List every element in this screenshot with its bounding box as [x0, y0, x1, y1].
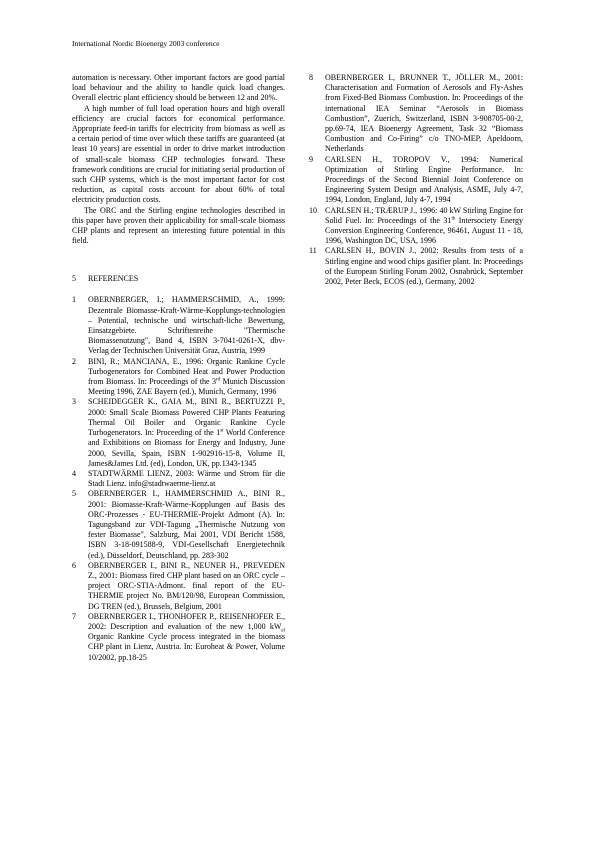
reference-number: 10 — [309, 205, 317, 215]
reference-number: 7 — [72, 611, 76, 621]
reference-number: 1 — [72, 295, 76, 305]
reference-text: SCHEIDEGGER K., GAIA M., BINI R., BERTUZZI P., 2000: Small Scale Biomass Powered CHP Plants Featuring Thermal Oil Boiler and Organic Rankine Cycle Turbogenerators. In: Proceeding of the 1 — [88, 397, 285, 438]
reference-item — [72, 397, 285, 468]
reference-text: OBERNBERGER I., HAMMERSCHMID A., BINI R., 2001: Biomasse-Kraft-Wärme-Kopplungen auf Basis des ORC-Prozesses - EU-THERMIE-Projekt Admont (A). In: Tagungsband zur VDI-Tagung „Thermische Nutzung von fester Biomasse", Salzburg, Mai 2001, VDI Bericht 1588, ISBN 3-18-091588-9, VDI-Gesellschaft Energietechnik (ed.), Düsseldorf, Deutschland, pp. 283-302 — [88, 489, 285, 560]
reference-list — [72, 295, 285, 662]
reference-text: BINI, R.; MANCIANA, E., 1996: Organic Rankine Cycle Turbogenerators for Combined Heat and Power Production from Biomass. In: Proceedings of the 3 — [88, 356, 285, 387]
reference-number: 4 — [72, 468, 76, 478]
left-column — [72, 73, 285, 663]
reference-text-continued: Intersociety Energy Conversion Engineering Conference, 96461, August 11 - 18, 1996, Washington DC, USA, 1996 — [325, 215, 524, 246]
superscript: rd — [216, 377, 221, 383]
reference-number: 2 — [72, 356, 76, 366]
references-heading — [72, 274, 285, 284]
reference-item — [72, 489, 285, 560]
reference-number: 5 — [72, 489, 76, 499]
reference-item — [309, 155, 523, 206]
reference-text: CARLSEN H., BOVIN J., 2002: Results from tests of a Stirling engine and wood chips gasifier plant. In: Proceedings of the European Stirling Forum 2002, Osnabrück, September 2002, Peter Beck, ECOS (ed.), Germany, 2002 — [325, 246, 523, 287]
section-number: 5 — [72, 274, 76, 284]
reference-text: OBERNBERGER I., THONHOFER P., REISENHOFER E., 2002: Description and evaluation of the new 1,000 kW — [88, 611, 285, 631]
reference-list — [309, 73, 523, 287]
reference-item — [72, 561, 285, 612]
reference-text: OBERNBERGER I., BRUNNER T., JÖLLER M., 2001: Characterisation and Formation of Aerosols and Fly-Ashes from Fixed-Bed Biomass Combustion. In: Proceedings of the international IEA Seminar “Aerosols in Biomass Combustion”, Zuerich, Switzerland, ISBN 3-908705-00-2, pp.69-74, IEA Bioenergy Agreement, Task 32 “Biomass Combustion and Co-Firing” c/o TNO-MEP, Apeldoorn, Netherlands — [325, 73, 523, 154]
reference-number: 8 — [309, 73, 313, 82]
body-paragraph: The ORC and the Stirling engine technologies described in this paper have proven their applicability for small-scale biomass CHP plants and represent an interesting future potential in this field. — [72, 205, 285, 246]
reference-item — [72, 612, 285, 663]
running-header: International Nordic Bioenergy 2003 conference — [72, 39, 220, 48]
reference-number: 6 — [72, 560, 76, 570]
reference-text-continued: Munich Discussion Meeting 1996, ZAE Bayern (ed.), Munich, Germany, 1996 — [88, 377, 285, 397]
superscript: th — [451, 216, 456, 222]
superscript: st — [220, 428, 224, 434]
reference-item — [309, 206, 523, 247]
reference-number: 9 — [309, 154, 313, 164]
reference-text: OBERNBERGER, I.; HAMMERSCHMID, A., 1999: Dezentrale Biomasse-Kraft-Wärme-Kopplungs-technologien – Potential, technische und wirtschaft-liche Bewertung, Einsatzgebiete. Schriftenreihe "Thermische Biomassenutzung", Band 4, ISBN 3-7041-0261-X, dbv-Verlag der Technischen Universität Graz, Austria, 1999 — [88, 295, 285, 356]
reference-item — [309, 246, 523, 287]
reference-number: 11 — [309, 246, 317, 256]
reference-text-continued: Organic Rankine Cycle process integrated in the biomass CHP plant in Lienz, Austria. In: Euroheat & Power, Volume 10/2002, pp.18-25 — [88, 632, 285, 662]
reference-text-continued: World Conference and Exhibitions on Biomass for Energy and Industry, June 2000, Sevilla, Spain, ISBN 1-902916-15-8, Volume II, James&James Ltd. (ed), London, UK, pp.1343-1345 — [88, 428, 285, 468]
right-column — [309, 73, 523, 287]
reference-text: CARLSEN H.; TRÆRUP J., 1996: 40 kW Stirling Engine for Solid Fuel. In: Proceedings of the 31 — [325, 205, 523, 225]
body-paragraph: automation is necessary. Other important factors are good partial load behaviour and the ability to handle quick load changes. Overall electric plant efficiency should be between 12 and 20%. — [72, 73, 285, 103]
reference-text: OBERNBERGER I., BINI R., NEUNER H., PREVEDEN Z., 2001: Biomass fired CHP plant based on an ORC cycle – project ORC-STIA-Admont. final report of the EU-THERMIE project No. BM/120/98, European Commission, DG TREN (ed.), Brussels, Belgium, 2001 — [88, 560, 285, 611]
body-paragraph: A high number of full load operation hours and high overall efficiency are crucial factors for economical performance. Appropriate feed-in tariffs for electricity from biomass as well as a certain period of time over which these tariffs are guaranteed (at least 10 years) are essential in order to drive market introduction of small-scale biomass CHP technologies forward. These framework conditions are crucial for initiating serial production of such CHP systems, which is the most important factor for cost reduction, as capital costs account for about 60% of total electricity production costs. — [72, 103, 285, 205]
subscript: el — [281, 628, 285, 634]
reference-item — [72, 469, 285, 489]
reference-item — [72, 357, 285, 398]
reference-item — [72, 295, 285, 356]
reference-text: STADTWÄRME LIENZ, 2003: Wärme und Strom für die Stadt Lienz. info@stadtwaerme-lienz.at — [88, 468, 285, 489]
section-title: REFERENCES — [88, 274, 139, 284]
reference-text: CARLSEN H., TOROPOV V., 1994: Numerical Optimization of Stirling Engine Performance. In: Proceedings of the Second Biennial Joint Conference on Engineering System Design and Analysis, ASME, July 4-7, 1994, London, England, July 4-7, 1994 — [325, 154, 523, 205]
reference-number: 3 — [72, 397, 76, 407]
reference-item — [309, 73, 523, 155]
